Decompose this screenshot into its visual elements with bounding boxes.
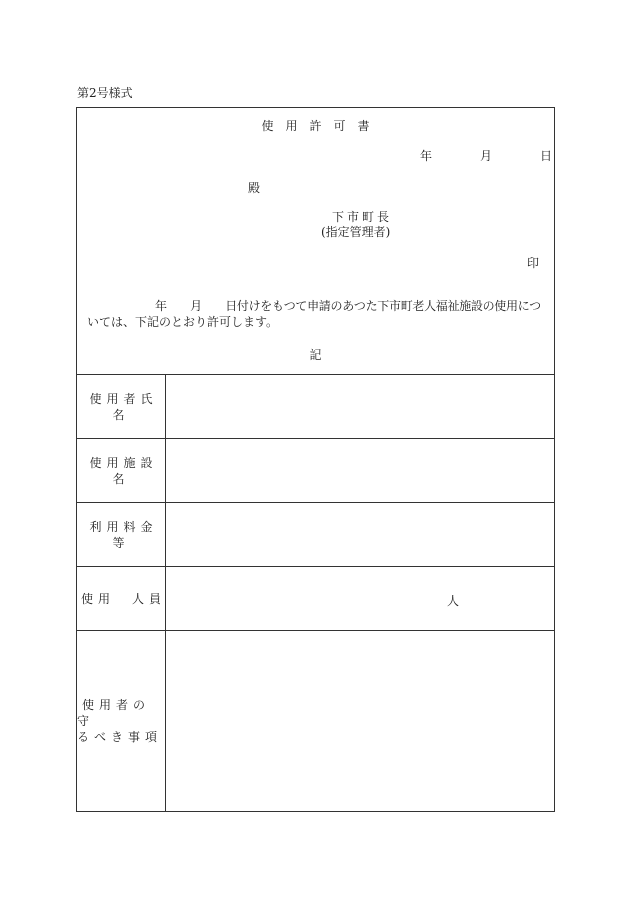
row-label-text: 使用者の守 るべき事項 xyxy=(77,698,163,744)
seal-mark: 印 xyxy=(527,256,540,270)
permit-form xyxy=(76,107,555,812)
permit-statement xyxy=(87,298,549,330)
user-name-field[interactable] xyxy=(166,375,554,438)
row-label-user-obligations xyxy=(77,631,166,811)
row-headcount xyxy=(77,566,554,630)
date-year-label: 年 xyxy=(420,149,433,163)
row-label-facility-name xyxy=(77,439,166,502)
form-number-label: 第2号様式 xyxy=(77,86,133,100)
date-month-label: 月 xyxy=(480,149,493,163)
row-user-obligations xyxy=(77,630,554,811)
row-label-text: 使用 人員 xyxy=(81,591,167,606)
row-fees xyxy=(77,502,554,566)
form-title: 使用許可書 xyxy=(261,119,382,133)
row-label-text: 使用者氏名 xyxy=(89,391,158,422)
issuer-designated-manager: (指定管理者) xyxy=(321,225,391,239)
row-label-fees xyxy=(77,503,166,566)
fees-field[interactable] xyxy=(166,503,554,566)
addressee-suffix: 殿 xyxy=(248,181,261,195)
ki-heading: 記 xyxy=(309,348,322,362)
permit-statement-line1: 年 月 日付けをもつて申請のあつた下市町老人福祉施設の使用につ xyxy=(155,299,541,313)
row-label-user-name xyxy=(77,375,166,438)
headcount-field[interactable] xyxy=(166,567,554,630)
row-user-name xyxy=(77,374,554,438)
issuer-name: 下市町長 xyxy=(332,210,393,224)
form-header-section xyxy=(77,108,554,374)
facility-name-field[interactable] xyxy=(166,439,554,502)
row-label-text: 利用料金等 xyxy=(89,519,158,550)
row-label-text: 使用施設名 xyxy=(89,455,158,486)
headcount-unit: 人 xyxy=(447,594,460,608)
permit-statement-line2: いては、下記のとおり許可します。 xyxy=(87,315,279,329)
row-label-headcount xyxy=(77,567,166,630)
user-obligations-field[interactable] xyxy=(166,631,554,811)
row-facility-name xyxy=(77,438,554,502)
date-day-label: 日 xyxy=(540,149,553,163)
